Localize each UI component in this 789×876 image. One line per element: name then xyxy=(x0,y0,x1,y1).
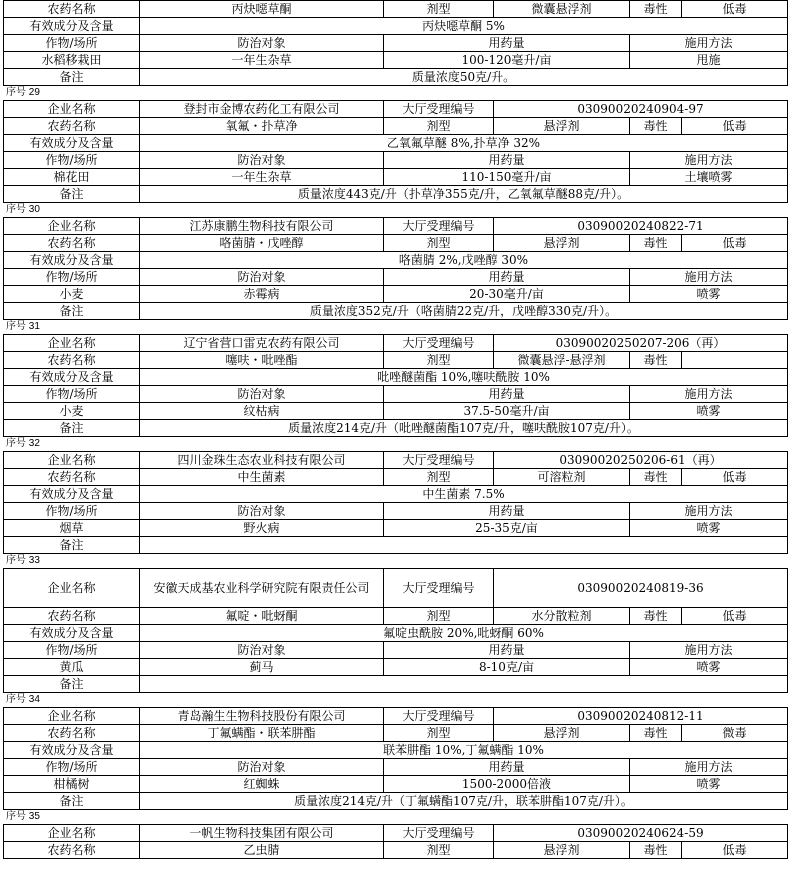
seq-number: 序号 31 xyxy=(6,321,40,332)
pesticide-value: 丁氟螨酯・联苯肼酯 xyxy=(140,725,384,742)
record-table xyxy=(3,707,788,810)
pesticide-label: 农药名称 xyxy=(4,118,140,135)
dosage-value: 25-35克/亩 xyxy=(384,520,630,537)
active-label: 有效成分及含量 xyxy=(4,135,140,152)
formulation-label: 剂型 xyxy=(384,608,494,625)
record-table xyxy=(3,451,788,554)
formulation-label: 剂型 xyxy=(384,352,494,369)
toxicity-value: 低毒 xyxy=(682,1,788,18)
company-label: 企业名称 xyxy=(4,101,140,118)
formulation-label: 剂型 xyxy=(384,469,494,486)
crop-value: 柑橘树 xyxy=(4,776,140,793)
pesticide-value: 乙虫腈 xyxy=(140,842,384,859)
target-value: 蓟马 xyxy=(140,659,384,676)
hall-no-label: 大厅受理编号 xyxy=(384,218,494,235)
formulation-label: 剂型 xyxy=(384,118,494,135)
hall-no-label: 大厅受理编号 xyxy=(384,101,494,118)
seq-number: 序号 33 xyxy=(6,555,40,566)
method-value: 土壤喷雾 xyxy=(630,169,788,186)
company-label: 企业名称 xyxy=(4,825,140,842)
formulation-label: 剂型 xyxy=(384,1,494,18)
company-label: 企业名称 xyxy=(4,569,140,608)
crop-label: 作物/场所 xyxy=(4,759,140,776)
crop-label: 作物/场所 xyxy=(4,386,140,403)
target-label: 防治对象 xyxy=(140,35,384,52)
toxicity-label: 毒性 xyxy=(630,118,682,135)
target-value: 一年生杂草 xyxy=(140,169,384,186)
hall-no-value: 03090020240819-36 xyxy=(494,569,788,608)
pesticide-value: 氧氟・扑草净 xyxy=(140,118,384,135)
toxicity-label: 毒性 xyxy=(630,469,682,486)
crop-label: 作物/场所 xyxy=(4,503,140,520)
record-28-table xyxy=(3,0,788,86)
remark-label: 备注 xyxy=(4,793,140,810)
seq-number: 序号 34 xyxy=(6,694,40,705)
active-value: 咯菌腈 2%,戊唑醇 30% xyxy=(140,252,788,269)
toxicity-value: 微毒 xyxy=(682,725,788,742)
toxicity-value: 低毒 xyxy=(682,118,788,135)
company-label: 企业名称 xyxy=(4,218,140,235)
pesticide-label: 农药名称 xyxy=(4,1,140,18)
record-table xyxy=(3,217,788,320)
method-value: 甩施 xyxy=(630,52,788,69)
company-value: 江苏康鹏生物科技有限公司 xyxy=(140,218,384,235)
toxicity-label: 毒性 xyxy=(630,235,682,252)
remark-label: 备注 xyxy=(4,303,140,320)
remark-value xyxy=(140,676,788,693)
formulation-value: 悬浮剂 xyxy=(494,725,630,742)
formulation-value: 悬浮剂 xyxy=(494,842,630,859)
pesticide-value: 噻呋・吡唑酯 xyxy=(140,352,384,369)
remark-label: 备注 xyxy=(4,676,140,693)
target-value: 纹枯病 xyxy=(140,403,384,420)
method-value: 喷雾 xyxy=(630,286,788,303)
dosage-value: 8-10克/亩 xyxy=(384,659,630,676)
pesticide-value: 咯菌腈・戊唑醇 xyxy=(140,235,384,252)
method-value: 喷雾 xyxy=(630,776,788,793)
dosage-value: 100-120毫升/亩 xyxy=(384,52,630,69)
seq-number: 序号 30 xyxy=(6,204,40,215)
formulation-value: 微囊悬浮-悬浮剂 xyxy=(494,352,630,369)
toxicity-value xyxy=(682,352,788,369)
active-label: 有效成分及含量 xyxy=(4,742,140,759)
crop-value: 小麦 xyxy=(4,286,140,303)
hall-no-label: 大厅受理编号 xyxy=(384,708,494,725)
formulation-label: 剂型 xyxy=(384,842,494,859)
hall-no-value: 03090020240904-97 xyxy=(494,101,788,118)
dosage-value: 110-150毫升/亩 xyxy=(384,169,630,186)
pesticide-value: 氟啶・吡蚜酮 xyxy=(140,608,384,625)
company-value: 安徽天成基农业科学研究院有限责任公司 xyxy=(140,569,384,608)
method-value: 喷雾 xyxy=(630,403,788,420)
dosage-value: 1500-2000倍液 xyxy=(384,776,630,793)
hall-no-value: 03090020240822-71 xyxy=(494,218,788,235)
hall-no-label: 大厅受理编号 xyxy=(384,452,494,469)
seq-number: 序号 29 xyxy=(6,87,40,98)
dosage-value: 20-30毫升/亩 xyxy=(384,286,630,303)
active-label: 有效成分及含量 xyxy=(4,369,140,386)
hall-no-label: 大厅受理编号 xyxy=(384,569,494,608)
remark-value: 质量浓度214克/升（丁氟螨酯107克/升，联苯肼酯107克/升）。 xyxy=(140,793,788,810)
crop-label: 作物/场所 xyxy=(4,35,140,52)
target-value: 一年生杂草 xyxy=(140,52,384,69)
remark-label: 备注 xyxy=(4,186,140,203)
remark-value: 质量浓度214克/升（吡唑醚菌酯107克/升，噻呋酰胺107克/升）。 xyxy=(140,420,788,437)
active-value: 联苯肼酯 10%,丁氟螨酯 10% xyxy=(140,742,788,759)
method-label: 施用方法 xyxy=(630,759,788,776)
active-value: 乙氧氟草醚 8%,扑草净 32% xyxy=(140,135,788,152)
method-label: 施用方法 xyxy=(630,35,788,52)
hall-no-value: 03090020240812-11 xyxy=(494,708,788,725)
pesticide-value: 丙炔噁草酮 xyxy=(140,1,384,18)
formulation-value: 水分散粒剂 xyxy=(494,608,630,625)
active-value: 氟啶虫酰胺 20%,吡蚜酮 60% xyxy=(140,625,788,642)
toxicity-label: 毒性 xyxy=(630,842,682,859)
active-label: 有效成分及含量 xyxy=(4,18,140,35)
dosage-label: 用药量 xyxy=(384,269,630,286)
formulation-value: 悬浮剂 xyxy=(494,235,630,252)
record-table xyxy=(3,334,788,437)
remark-label: 备注 xyxy=(4,420,140,437)
company-value: 青岛瀚生生物科技股份有限公司 xyxy=(140,708,384,725)
company-label: 企业名称 xyxy=(4,708,140,725)
method-value: 喷雾 xyxy=(630,520,788,537)
seq-number: 序号 32 xyxy=(6,438,40,449)
toxicity-value: 低毒 xyxy=(682,842,788,859)
active-value: 中生菌素 7.5% xyxy=(140,486,788,503)
record-table xyxy=(3,100,788,203)
record-table xyxy=(3,568,788,693)
hall-no-label: 大厅受理编号 xyxy=(384,825,494,842)
crop-value: 棉花田 xyxy=(4,169,140,186)
pesticide-label: 农药名称 xyxy=(4,725,140,742)
remark-value: 质量浓度50克/升。 xyxy=(140,69,788,86)
method-value: 喷雾 xyxy=(630,659,788,676)
company-value: 辽宁省营口雷克农药有限公司 xyxy=(140,335,384,352)
hall-no-label: 大厅受理编号 xyxy=(384,335,494,352)
method-label: 施用方法 xyxy=(630,269,788,286)
company-value: 登封市金博农药化工有限公司 xyxy=(140,101,384,118)
company-value: 四川金珠生态农业科技有限公司 xyxy=(140,452,384,469)
target-value: 赤霉病 xyxy=(140,286,384,303)
seq-number: 序号 35 xyxy=(6,811,40,822)
target-label: 防治对象 xyxy=(140,269,384,286)
active-label: 有效成分及含量 xyxy=(4,625,140,642)
toxicity-label: 毒性 xyxy=(630,1,682,18)
toxicity-label: 毒性 xyxy=(630,352,682,369)
method-label: 施用方法 xyxy=(630,152,788,169)
dosage-label: 用药量 xyxy=(384,152,630,169)
remark-value: 质量浓度352克/升（咯菌腈22克/升，戊唑醇330克/升）。 xyxy=(140,303,788,320)
target-label: 防治对象 xyxy=(140,759,384,776)
dosage-label: 用药量 xyxy=(384,386,630,403)
toxicity-value: 低毒 xyxy=(682,235,788,252)
active-value: 丙炔噁草酮 5% xyxy=(140,18,788,35)
target-value: 野火病 xyxy=(140,520,384,537)
hall-no-value: 03090020250206-61（再） xyxy=(494,452,788,469)
dosage-label: 用药量 xyxy=(384,642,630,659)
crop-value: 烟草 xyxy=(4,520,140,537)
dosage-value: 37.5-50毫升/亩 xyxy=(384,403,630,420)
active-label: 有效成分及含量 xyxy=(4,486,140,503)
target-label: 防治对象 xyxy=(140,152,384,169)
pesticide-label: 农药名称 xyxy=(4,608,140,625)
target-value: 红蜘蛛 xyxy=(140,776,384,793)
company-label: 企业名称 xyxy=(4,335,140,352)
remark-label: 备注 xyxy=(4,537,140,554)
method-label: 施用方法 xyxy=(630,642,788,659)
formulation-value: 可溶粒剂 xyxy=(494,469,630,486)
toxicity-value: 低毒 xyxy=(682,608,788,625)
remark-label: 备注 xyxy=(4,69,140,86)
hall-no-value: 03090020240624-59 xyxy=(494,825,788,842)
crop-label: 作物/场所 xyxy=(4,269,140,286)
crop-value: 水稻移栽田 xyxy=(4,52,140,69)
target-label: 防治对象 xyxy=(140,642,384,659)
pesticide-label: 农药名称 xyxy=(4,352,140,369)
remark-value xyxy=(140,537,788,554)
company-value: 一帆生物科技集团有限公司 xyxy=(140,825,384,842)
dosage-label: 用药量 xyxy=(384,503,630,520)
pesticide-label: 农药名称 xyxy=(4,469,140,486)
company-label: 企业名称 xyxy=(4,452,140,469)
method-label: 施用方法 xyxy=(630,503,788,520)
crop-value: 小麦 xyxy=(4,403,140,420)
dosage-label: 用药量 xyxy=(384,759,630,776)
toxicity-label: 毒性 xyxy=(630,608,682,625)
hall-no-value: 03090020250207-206（再） xyxy=(494,335,788,352)
crop-label: 作物/场所 xyxy=(4,642,140,659)
formulation-value: 悬浮剂 xyxy=(494,118,630,135)
formulation-value: 微囊悬浮剂 xyxy=(494,1,630,18)
toxicity-label: 毒性 xyxy=(630,725,682,742)
records-container xyxy=(0,86,789,810)
pesticide-value: 中生菌素 xyxy=(140,469,384,486)
record-35-table xyxy=(3,824,788,859)
crop-value: 黄瓜 xyxy=(4,659,140,676)
pesticide-label: 农药名称 xyxy=(4,842,140,859)
active-value: 吡唑醚菌酯 10%,噻呋酰胺 10% xyxy=(140,369,788,386)
dosage-label: 用药量 xyxy=(384,35,630,52)
method-label: 施用方法 xyxy=(630,386,788,403)
formulation-label: 剂型 xyxy=(384,235,494,252)
target-label: 防治对象 xyxy=(140,503,384,520)
formulation-label: 剂型 xyxy=(384,725,494,742)
target-label: 防治对象 xyxy=(140,386,384,403)
active-label: 有效成分及含量 xyxy=(4,252,140,269)
crop-label: 作物/场所 xyxy=(4,152,140,169)
pesticide-label: 农药名称 xyxy=(4,235,140,252)
remark-value: 质量浓度443克/升（扑草净355克/升，乙氧氟草醚88克/升）。 xyxy=(140,186,788,203)
toxicity-value: 低毒 xyxy=(682,469,788,486)
